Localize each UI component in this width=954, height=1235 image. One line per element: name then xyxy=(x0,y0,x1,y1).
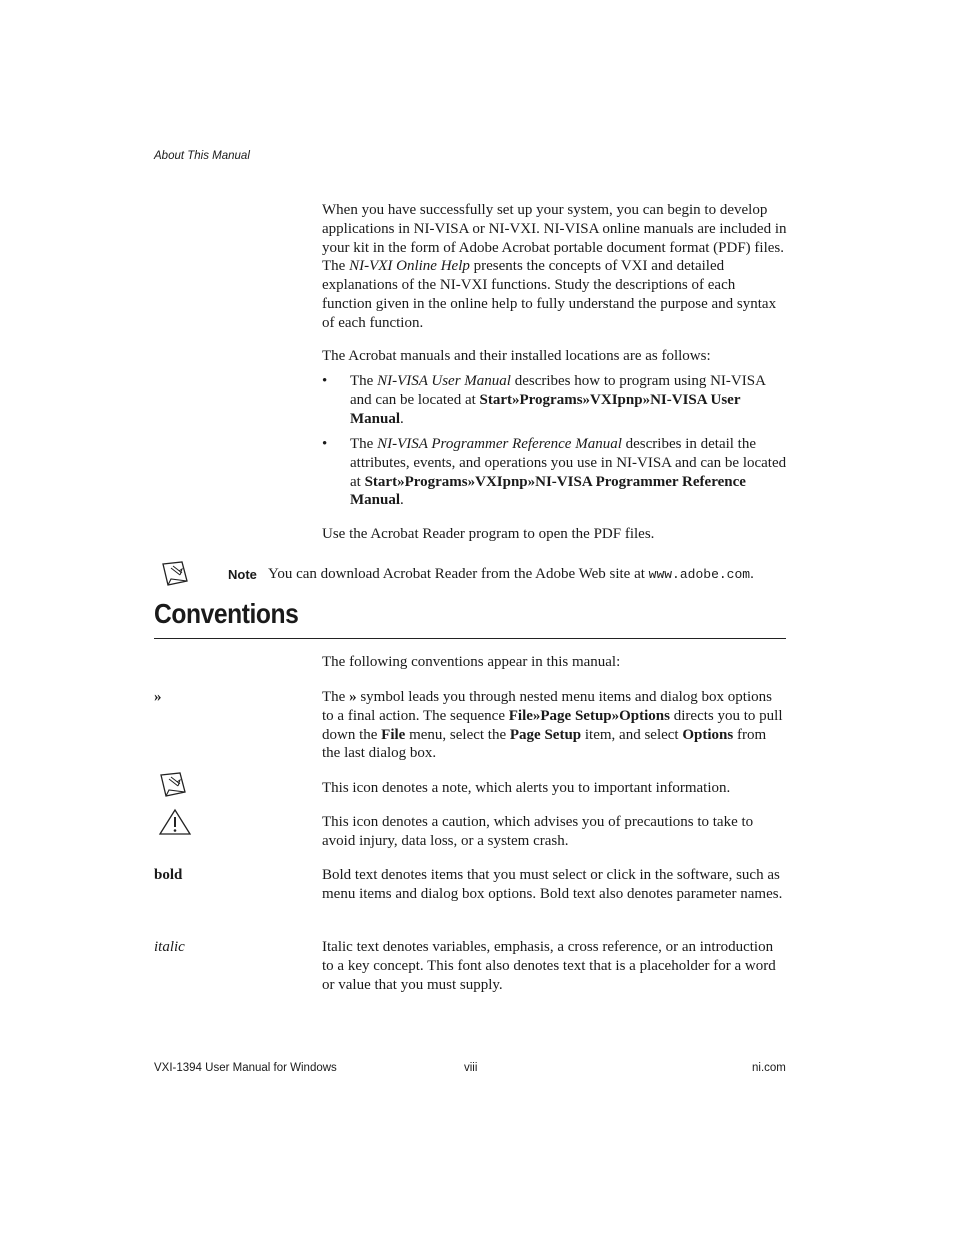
intro-paragraph: When you have successfully set up your system, you can begin to develop applications in NI-VISA or NI-VXI. NI-VISA online manuals are included in your kit in the form of Adobe Acrobat portable document format (PDF) files. The NI-VXI Online Help presents the concepts of VXI and detailed explanations of the NI-VXI functions. Study the descriptions of each function given in the online help to fully understand the purpose and syntax of each function. xyxy=(322,202,787,331)
footer-page-number: viii xyxy=(464,1062,478,1074)
note-text: You can download Acrobat Reader from the Adobe Web site at www.adobe.com. xyxy=(268,566,754,582)
running-header: About This Manual xyxy=(154,150,250,162)
footer-site: ni.com xyxy=(752,1062,786,1074)
menu-path: Start»Programs»VXIpnp»NI-VISA User Manual xyxy=(350,391,741,427)
convention-desc-caution: This icon denotes a caution, which advises you of precautions to take to avoid injury, data loss, or a system crash. xyxy=(322,814,754,849)
convention-desc-italic: Italic text denotes variables, emphasis, a cross reference, or an introduction to a key concept. This font also denotes text that is a placeholder for a word or value that you must supply. xyxy=(322,939,776,993)
manuals-intro: The Acrobat manuals and their installed locations are as follows: xyxy=(322,348,711,364)
note-label: Note xyxy=(228,567,257,582)
footer-manual-title: VXI-1394 User Manual for Windows xyxy=(154,1062,337,1074)
bullet-symbol: • xyxy=(322,436,328,452)
convention-desc-arrow: The » symbol leads you through nested menu items and dialog box options to a final action. The sequence File»Page Setup»Options directs you to pull down the File menu, select the Page Setup item, and select Options from the last dialog box. xyxy=(322,689,783,762)
note-callout xyxy=(160,560,787,590)
convention-term-bold: bold xyxy=(154,867,183,883)
section-heading: Conventions xyxy=(154,598,299,629)
note-icon xyxy=(158,771,188,799)
note-icon xyxy=(160,560,190,588)
convention-desc-note: This icon denotes a note, which alerts you to important information. xyxy=(322,780,731,796)
adobe-link[interactable]: www.adobe.com xyxy=(648,567,751,582)
conventions-intro: The following conventions appear in this manual: xyxy=(322,654,621,670)
bullet-symbol: • xyxy=(322,373,328,389)
convention-term-italic: italic xyxy=(154,939,185,955)
convention-desc-bold: Bold text denotes items that you must select or click in the software, such as menu items and dialog box options. Bold text also denotes parameter names. xyxy=(322,867,783,902)
menu-path: Start»Programs»VXIpnp»NI-VISA Programmer Reference Manual xyxy=(350,473,746,509)
heading-rule xyxy=(154,638,786,639)
caution-icon xyxy=(158,808,192,836)
ni-vxi-online-help-title: NI-VXI Online Help xyxy=(349,258,470,275)
reader-paragraph: Use the Acrobat Reader program to open the PDF files. xyxy=(322,526,655,542)
convention-term-arrow: » xyxy=(154,689,162,705)
